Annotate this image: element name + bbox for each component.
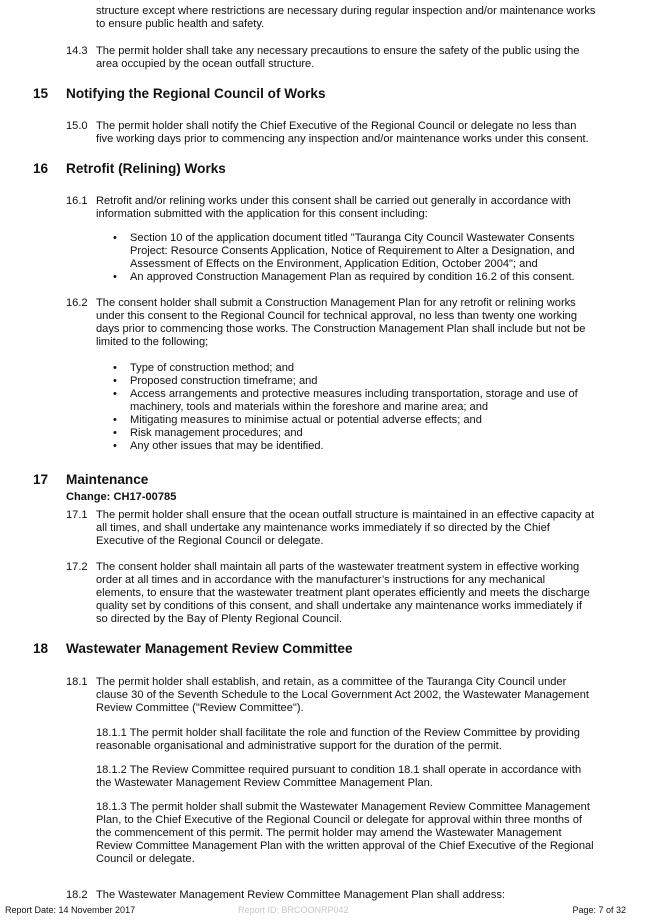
bullet-text: Project: Resource Consents Application, Notice of Requirement to Alter a Designation, and [130,245,575,257]
report-date: Report Date: 14 November 2017 [5,905,136,915]
bullet-text: Assessment of Effects on the Environment, Application Edition, October 2004"; and [130,258,538,270]
condition-number: 17.2 [66,561,88,573]
bullet-text: machinery, tools and materials within the foreshore and marine area; and [130,401,489,413]
condition-number: 17.1 [66,509,88,521]
section-heading: Wastewater Management Review Committee [66,641,353,656]
condition-text: elements, to ensure that the wastewater treatment plant operates efficiently and meets the discharge [96,587,590,599]
bullet-text: Mitigating measures to minimise actual or potential adverse effects; and [130,414,482,426]
subcondition-text: 18.1.3 The permit holder shall submit the Wastewater Management Review Committee Management [96,801,590,813]
condition-number: 16.1 [66,195,88,207]
subcondition-text: 18.1.1 The permit holder shall facilitate the role and function of the Review Committee by providing [96,727,580,739]
subcondition-text: the commencement of this permit. The permit holder may amend the Wastewater Management [96,827,562,839]
condition-text: limited to the following; [96,336,209,348]
subcondition-text: Plan, to the Chief Executive of the Regional Council or delegate for approval within three months of [96,814,582,826]
subcondition-text: reasonable organisational and administrative support for the duration of the permit. [96,740,502,752]
condition-text: Retrofit and/or relining works under this consent shall be carried out generally in accordance with [96,195,571,207]
condition-number: 16.2 [66,297,88,309]
condition-text: The permit holder shall ensure that the ocean outfall structure is maintained in an effective capacity at [96,509,595,521]
condition-text: all times, and shall undertake any maintenance works immediately if so directed by the Chief [96,522,550,534]
bullet-icon: • [113,440,117,452]
condition-number: 14.3 [66,45,88,57]
condition-number: 18.1 [66,676,88,688]
report-id: Report ID: BRCOONRP042 [238,905,349,915]
bullet-text: Proposed construction timeframe; and [130,375,318,387]
condition-text: The consent holder shall maintain all parts of the wastewater treatment system in effective working [96,561,580,573]
bullet-text: Type of construction method; and [130,362,295,374]
subcondition-text: Council or delegate. [96,853,195,865]
bullet-text: Access arrangements and protective measures including transportation, storage and use of [130,388,578,400]
bullet-icon: • [113,362,117,374]
condition-text: The Wastewater Management Review Committee Management Plan shall address: [96,889,506,901]
condition-text: The permit holder shall take any necessary precautions to ensure the safety of the public using the [96,45,580,57]
bullet-icon: • [113,271,117,283]
bullet-icon: • [113,388,117,400]
bullet-icon: • [113,232,117,244]
condition-number: 15.0 [66,120,88,132]
subcondition-text: 18.1.2 The Review Committee required pursuant to condition 18.1 shall operate in accordance with [96,764,582,776]
condition-text: area occupied by the ocean outfall structure. [96,58,315,70]
condition-text: under this consent to the Regional Council for technical approval, no less than twenty one working [96,310,578,322]
continuation-line: to ensure public health and safety. [96,18,265,30]
change-reference: Change: CH17-00785 [66,491,177,503]
bullet-text: Risk management procedures; and [130,427,303,439]
condition-text: Executive of the Regional Council or delegate. [96,535,324,547]
condition-text: days prior to commencing those works. The Construction Management Plan shall include but not be [96,323,586,335]
continuation-line: structure except where restrictions are necessary during regular inspection and/or maintenance works [96,5,596,17]
condition-text: Review Committee ("Review Committee"). [96,702,304,714]
bullet-text: An approved Construction Management Plan as required by condition 16.2 of this consent. [130,271,575,283]
subcondition-text: the Wastewater Management Review Committee Management Plan. [96,777,433,789]
condition-text: quality set by conditions of this consent, and shall undertake any maintenance works immediately if [96,600,582,612]
page-number: Page: 7 of 32 [572,905,626,915]
condition-text: information submitted with the application for this consent including: [96,208,428,220]
section-number: 15 [33,86,49,101]
section-heading: Maintenance [66,472,149,487]
bullet-text: Section 10 of the application document titled "Tauranga City Council Wastewater Consents [130,232,575,244]
condition-text: clause 30 of the Seventh Schedule to the Local Government Act 2002, the Wastewater Management [96,689,589,701]
subcondition-text: Review Committee Management Plan with the written approval of the Chief Executive of the Regional [96,840,594,852]
bullet-icon: • [113,375,117,387]
condition-text: The permit holder shall establish, and retain, as a committee of the Tauranga City Council under [96,676,567,688]
section-number: 18 [33,641,49,656]
section-number: 16 [33,161,49,176]
condition-text: The consent holder shall submit a Construction Management Plan for any retrofit or relining works [96,297,576,309]
condition-text: so directed by the Bay of Plenty Regional Council. [96,613,343,625]
condition-number: 18.2 [66,889,88,901]
condition-text: five working days prior to commencing any inspection and/or maintenance works under this consent. [96,133,589,145]
bullet-icon: • [113,427,117,439]
condition-text: order at all times and in accordance with the manufacturer’s instructions for any mechanical [96,574,546,586]
section-number: 17 [33,472,49,487]
condition-text: The permit holder shall notify the Chief Executive of the Regional Council or delegate no less than [96,120,577,132]
section-heading: Retrofit (Relining) Works [66,161,226,176]
section-heading: Notifying the Regional Council of Works [66,86,326,101]
bullet-icon: • [113,414,117,426]
bullet-text: Any other issues that may be identified. [130,440,324,452]
